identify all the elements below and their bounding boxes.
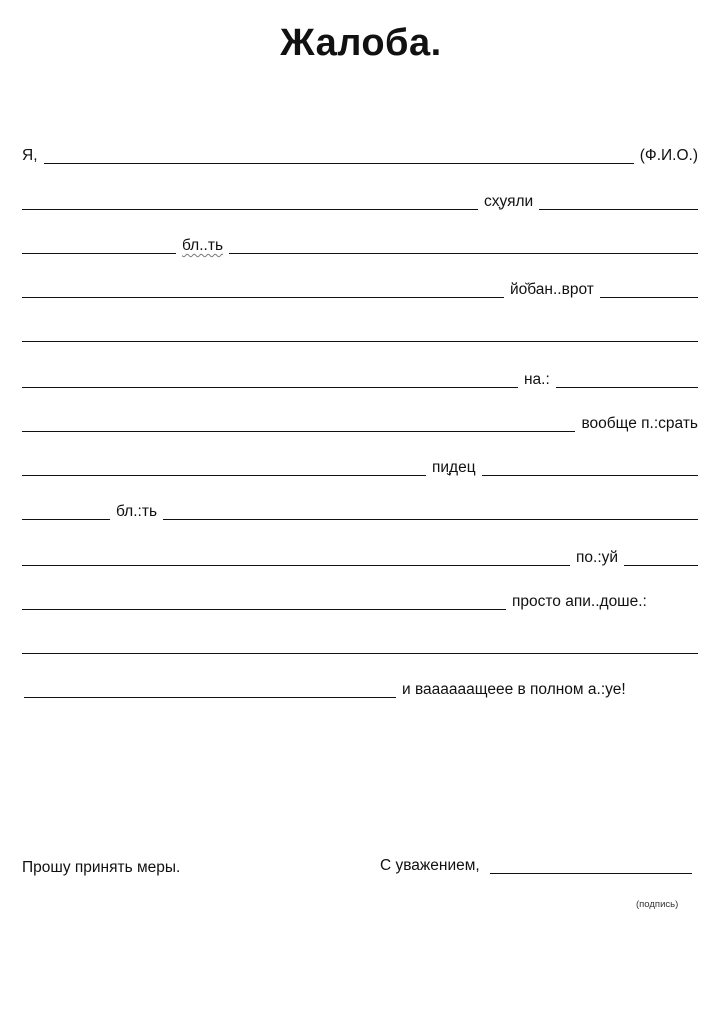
line-suffix: (Ф.И.О.) <box>639 147 698 164</box>
complaint-line-12 <box>22 632 698 654</box>
blank-field[interactable] <box>24 675 396 698</box>
blank-field[interactable] <box>22 409 575 432</box>
blank-field[interactable] <box>22 319 698 342</box>
page-title: Жалоба. <box>280 22 442 64</box>
signature-label: (подпись) <box>636 899 679 910</box>
line-prefix: Я, <box>22 147 38 164</box>
line-word: вообще п.:срать <box>581 415 698 432</box>
complaint-line-9 <box>22 498 698 520</box>
blank-field[interactable] <box>22 587 506 610</box>
blank-field[interactable] <box>22 365 518 388</box>
blank-field[interactable] <box>229 231 698 254</box>
regards-line <box>380 852 692 874</box>
complaint-line-2 <box>22 188 698 210</box>
blank-field[interactable] <box>22 275 504 298</box>
complaint-line-10 <box>22 544 698 566</box>
complaint-line-3 <box>22 232 698 254</box>
blank-field[interactable] <box>22 187 478 210</box>
blank-field[interactable] <box>22 453 426 476</box>
blank-field[interactable] <box>482 453 698 476</box>
complaint-line-13 <box>24 676 696 698</box>
blank-field[interactable] <box>163 497 698 520</box>
fio-field[interactable] <box>44 141 634 164</box>
complaint-line-11 <box>22 588 698 610</box>
blank-field[interactable] <box>22 497 110 520</box>
blank-field[interactable] <box>556 365 698 388</box>
blank-field[interactable] <box>22 231 176 254</box>
blank-field[interactable] <box>600 275 698 298</box>
line-word: по.:уй <box>576 549 619 566</box>
line-word: просто апи..доше.: <box>512 593 647 610</box>
complaint-line-1 <box>22 142 698 164</box>
blank-field[interactable] <box>624 543 698 566</box>
regards-text: С уважением, <box>380 857 480 874</box>
line-word: на.: <box>524 371 550 388</box>
request-text: Прошу принять меры. <box>22 859 181 876</box>
line-word: бл.:ть <box>116 503 158 520</box>
blank-field[interactable] <box>22 631 698 654</box>
complaint-line-6 <box>22 366 698 388</box>
line-word: бл..ть <box>182 237 224 254</box>
blank-field[interactable] <box>22 543 570 566</box>
complaint-line-8 <box>22 454 698 476</box>
complaint-line-5 <box>22 320 698 342</box>
complaint-line-7 <box>22 410 698 432</box>
line-word: сх̦уяли <box>484 193 534 210</box>
complaint-line-4 <box>22 276 698 298</box>
signature-field[interactable] <box>490 851 692 874</box>
line-word: йо̆бан..врот <box>510 281 594 298</box>
blank-field[interactable] <box>539 187 698 210</box>
line-word: пи̮дец <box>432 459 476 476</box>
line-word: и ваааааащеее в полном а.:уе! <box>402 681 626 698</box>
